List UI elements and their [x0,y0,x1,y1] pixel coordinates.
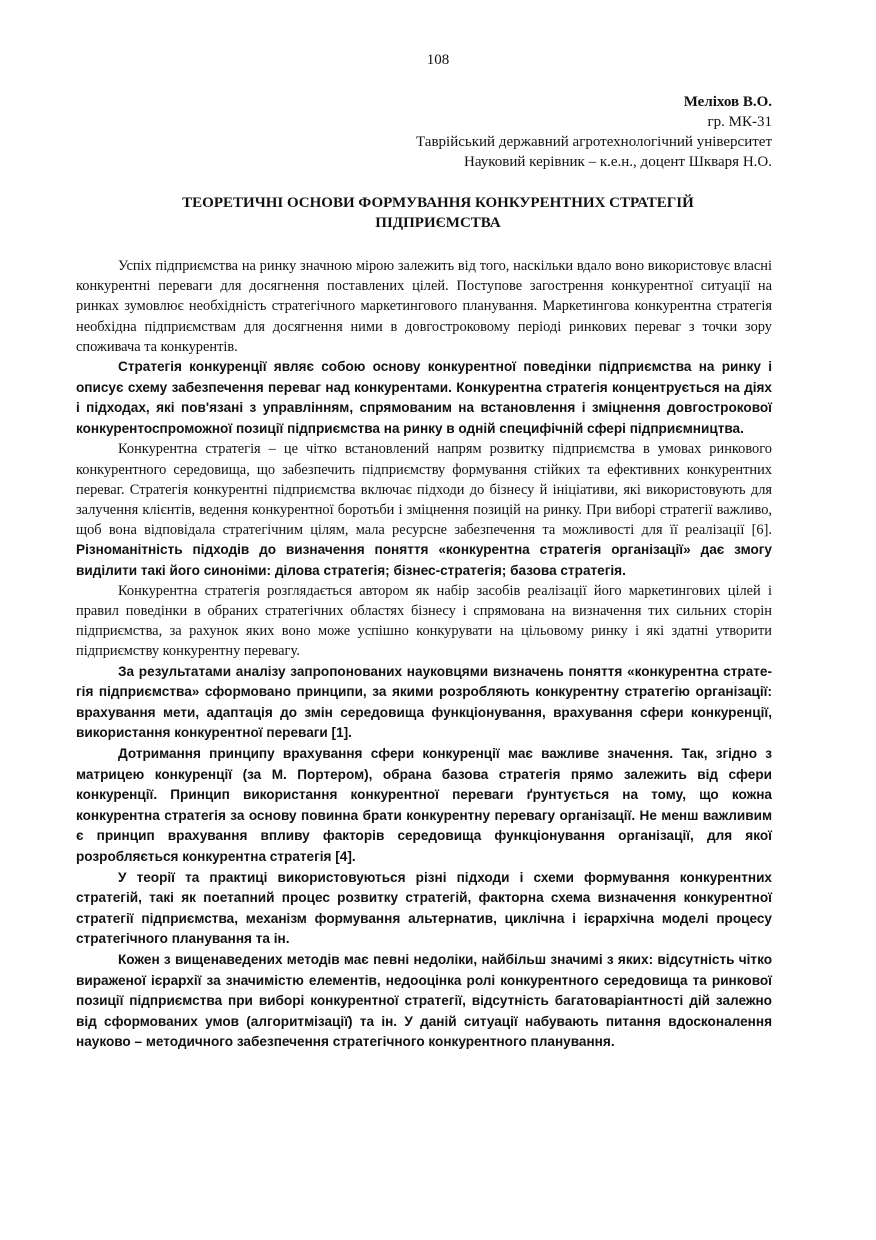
author-university: Таврійський державний агротехнологічний університет [416,134,772,150]
author-block [416,92,772,172]
paragraph-1: Успіх підприємства на ринку значною мірою залежить від того, наскільки вдало воно використовує власні конкурентні переваги для досягнення поставлених цілей. Поступове загострення конкурентної ситуації на ринках зумовлює необхідність стратегічного маркетингового планування. Маркетингова конкурентна стратегія необхідна підприємствам для досягнення ними в довгостроковому періоді ринкових переваг з точки зору споживача та конкурентів. [76,258,772,355]
page-number: 108 [426,52,450,68]
paragraph-6: Дотримання принципу врахування сфери конкуренції має важливе значення. Так, згідно з матрицею конкуренції (за М. Портером), обрана базова стратегія прямо залежить від сфери конкуренції. Принцип використання конкурентної переваги ґрунтується на тому, що кожна конкурентна стратегія за основу повинна брати конкурентну перевагу організації. Не менш важливим є принцип врахування впливу факторів середовища функціонування організації, для якої розробляється конкурентна стратегія [4]. [76,746,772,864]
author-group: гр. МК-31 [707,114,772,130]
author-supervisor: Науковий керівник – к.е.н., доцент Шкваря Н.О. [464,154,772,170]
title-line-1: ТЕОРЕТИЧНІ ОСНОВИ ФОРМУВАННЯ КОНКУРЕНТНИХ СТРАТЕГІЙ [182,195,694,211]
article-body [76,256,772,1053]
paragraph-4: Конкурентна стратегія розглядається автором як набір засобів реалізації його маркетингових цілей і правил поведінки в обраних стратегічних областях бізнесу і спрямована на визначення тих сильних сторін підприємства, за рахунок яких воно може успішно конкурувати на цільовому ринку і які здатні утворити підприємству конкурентну перевагу. [76,582,772,660]
paragraph-3 [76,439,772,580]
article-title [112,193,764,233]
title-line-2: ПІДПРИЄМСТВА [375,215,501,231]
paragraph-7: У теорії та практиці використовуються різні підходи і схеми формування конкурентних стратегій, такі як поетапний процес розвитку стратегій, факторна схема визначення конкурентної стратегії підприємства, механізм формування альтернатив, циклічна і ієрархічна моделі процесу стратегічного планування та ін. [76,869,772,947]
author-name: Меліхов В.О. [683,94,772,110]
paragraph-3-tail: Різноманітність підходів до визначення поняття «конкурентна стратегія організації» дає змогу виділити такі його синоніми: ділова стратегія; бізнес-стратегія; базова стратегія. [76,542,772,578]
paragraph-8: Кожен з вищенаведених методів має певні недоліки, найбільш значимі з яких: відсутність чітко вираженої ієрархії за значимістю елементів, недооцінка ролі конкурентного середовища та ринкової позиції підприємства при виборі конкурентної стратегії, відсутність багатоваріантності дій залежно від сформованих умов (алгоритмізації) та ін. У даній ситуації набувають питання вдосконалення науково – методичного забезпечення стратегічного конкурентного планування. [76,951,772,1050]
paragraph-3-main: Конкурентна стратегія – це чітко встановлений напрям розвитку підприємства в умовах ринкового конкурентного середовища, що забезпечить підприємству формування стійких та ефективних конкурентних переваг. Стратегія конкурентні підприємства включає підходи до бізнесу й ініціативи, які використовують для залучення клієнтів, ведення конкурентної боротьби і зміцнення позицій на ринку. При виборі стратегії важливо, щоб вона відповідала стратегічним цілям, мала ресурсне забезпечення та можливості для її реалізації [6]. [76,441,772,539]
paragraph-5: За результатами аналізу запропонованих науковцями визначень поняття «конкурентна страте-гія підприємства» сформовано принципи, за якими розробляють конкурентну стратегію організації: врахування мети, адаптація до змін середовища функціонування, врахування сфери конкуренції, використання конкурентної переваги [1]. [76,663,772,741]
paragraph-2: Стратегія конкуренції являє собою основу конкурентної поведінки підприємства на ринку і описує схему забезпечення переваг над конкурентами. Конкурентна стратегія концентрується на діях і підходах, які пов'язані з управлінням, спрямованим на встановлення і зміцнення довгострокової конкурентоспроможної позиції підприємства на ринку в одній специфічній сфері підприємництва. [76,359,772,436]
